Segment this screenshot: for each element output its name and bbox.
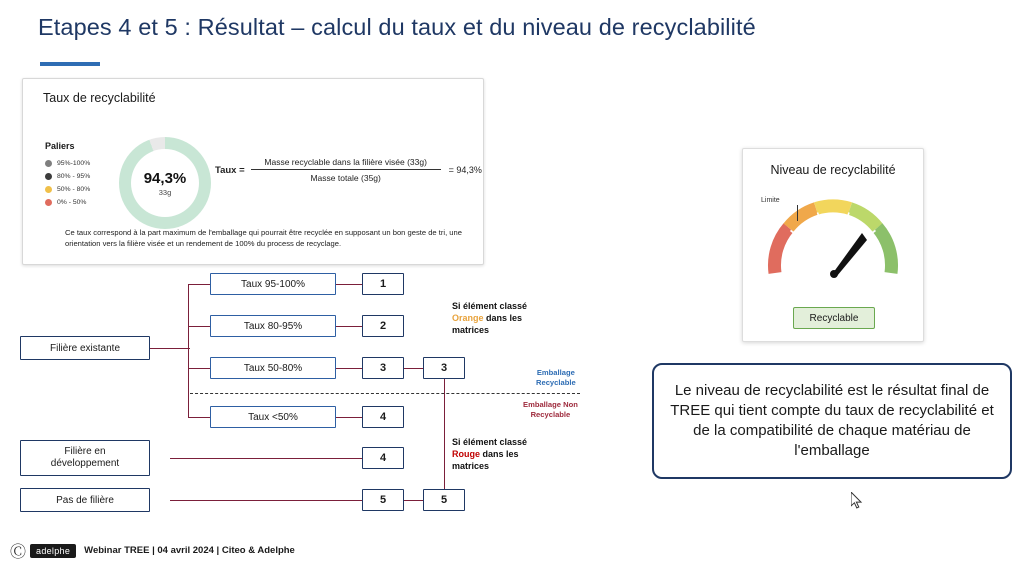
flow-score-1: 1 — [362, 273, 404, 295]
flow-connector — [336, 284, 362, 285]
brand-logo — [10, 539, 76, 562]
status-badge: Recyclable — [793, 307, 875, 329]
legend-dot-icon — [45, 173, 52, 180]
taux-card-note: Ce taux correspond à la part maximum de l'emballage qui pourrait être recyclée en supposant un bon geste de tri, une orientation vers la filière visée et un rendement de 100% du process de recyclage. — [65, 228, 462, 248]
formula-fraction — [251, 157, 441, 183]
flow-node-filiere-developpement — [20, 440, 150, 476]
conclusion-box — [652, 363, 1012, 479]
flow-note-line3: matrices — [452, 461, 490, 472]
flow-node-filiere-existante: Filière existante — [20, 336, 150, 360]
legend-label: 80% - 95% — [57, 173, 91, 180]
adelphe-logo-text: adelphe — [30, 544, 76, 558]
flow-note-orange — [452, 300, 527, 336]
citeo-mark-icon: Ⓒ — [10, 544, 27, 561]
recyclable-threshold-divider — [190, 393, 580, 394]
recyclability-flow-diagram — [20, 268, 640, 528]
formula-lead: Taux = — [215, 164, 245, 176]
gauge-card-title: Niveau de recyclabilité — [770, 163, 896, 177]
gauge-limit-label: Limite — [761, 197, 780, 204]
flow-node-taux-80-95: Taux 80-95% — [210, 315, 336, 337]
legend-label: 50% - 80% — [57, 186, 91, 193]
label-emballage-recyclable — [536, 368, 576, 388]
flow-score-5: 5 — [362, 489, 404, 511]
flow-node-label-line2: développement — [50, 458, 120, 469]
flow-node-taux-moins-50: Taux <50% — [210, 406, 336, 428]
flow-score-4-dev: 4 — [362, 447, 404, 469]
flow-note-line2-rest: dans les — [480, 449, 519, 460]
flow-score-4: 4 — [362, 406, 404, 428]
legend-label: 95%-100% — [57, 160, 91, 167]
donut-ring — [119, 137, 211, 229]
legend-label: 0% - 50% — [57, 199, 87, 206]
formula-denominator: Masse totale (35g) — [310, 173, 381, 183]
flow-connector — [336, 417, 362, 418]
label-line1: Emballage — [536, 368, 575, 377]
flow-connector — [188, 326, 210, 327]
flow-connector — [170, 458, 362, 459]
taux-card-title: Taux de recyclabilité — [43, 91, 156, 105]
donut-subvalue: 33g — [158, 187, 172, 197]
flow-connector — [150, 348, 190, 349]
gauge-needle — [833, 233, 867, 276]
title-underline — [40, 62, 100, 66]
donut-center — [131, 149, 199, 217]
flow-adjusted-5: 5 — [423, 489, 465, 511]
donut-value: 94,3% — [143, 169, 187, 187]
flow-node-taux-95-100: Taux 95-100% — [210, 273, 336, 295]
flow-connector — [188, 368, 210, 369]
formula-numerator: Masse recyclable dans la filière visée (33g) — [251, 157, 441, 170]
flow-note-line3: matrices — [452, 325, 490, 336]
flow-connector — [188, 417, 210, 418]
page-title: Etapes 4 et 5 : Résultat – calcul du taux et du niveau de recyclabilité — [38, 14, 756, 40]
conclusion-text: Le niveau de recyclabilité est le résultat final de TREE qui tient compte du taux de recyclabilité et de la compatibilité de chaque matériau de l'emballage — [670, 381, 994, 460]
recyclability-gauge — [761, 193, 905, 283]
taux-donut-chart — [119, 137, 211, 229]
gauge-svg — [761, 193, 905, 283]
flow-connector — [336, 368, 362, 369]
flow-note-highlight: Orange — [452, 313, 484, 324]
flow-connector — [188, 284, 189, 418]
legend-dot-icon — [45, 199, 52, 206]
label-line2: Recyclable — [530, 409, 571, 419]
mouse-cursor-icon — [851, 492, 863, 510]
flow-node-taux-50-80: Taux 50-80% — [210, 357, 336, 379]
flow-note-line1: Si élément classé — [452, 437, 528, 447]
flow-connector — [188, 284, 210, 285]
taux-formula — [215, 157, 482, 183]
flow-score-2: 2 — [362, 315, 404, 337]
flow-score-3: 3 — [362, 357, 404, 379]
flow-note-highlight: Rouge — [452, 449, 480, 460]
flow-note-rouge — [452, 436, 527, 472]
footer-text: Webinar TREE | 04 avril 2024 | Citeo & Adelphe — [84, 545, 295, 556]
paliers-label: Paliers — [45, 141, 75, 151]
flow-connector — [170, 500, 362, 501]
flow-node-label-line1: Filière en — [64, 445, 106, 457]
flow-connector — [444, 379, 445, 499]
flow-note-line1: Si élément classé — [452, 301, 528, 311]
flow-adjusted-3: 3 — [423, 357, 465, 379]
gauge-card — [742, 148, 924, 342]
taux-card — [22, 78, 484, 265]
formula-result: = 94,3% — [448, 165, 482, 175]
legend-dot-icon — [45, 186, 52, 193]
label-line2: Recyclable — [536, 377, 576, 387]
gauge-limit-marker — [797, 205, 798, 221]
flow-node-pas-de-filiere: Pas de filière — [20, 488, 150, 512]
label-emballage-non-recyclable — [523, 400, 578, 420]
label-line1: Emballage Non — [523, 400, 578, 409]
flow-note-line2-rest: dans les — [483, 313, 523, 324]
flow-connector — [336, 326, 362, 327]
legend-dot-icon — [45, 160, 52, 167]
footer — [10, 539, 295, 562]
